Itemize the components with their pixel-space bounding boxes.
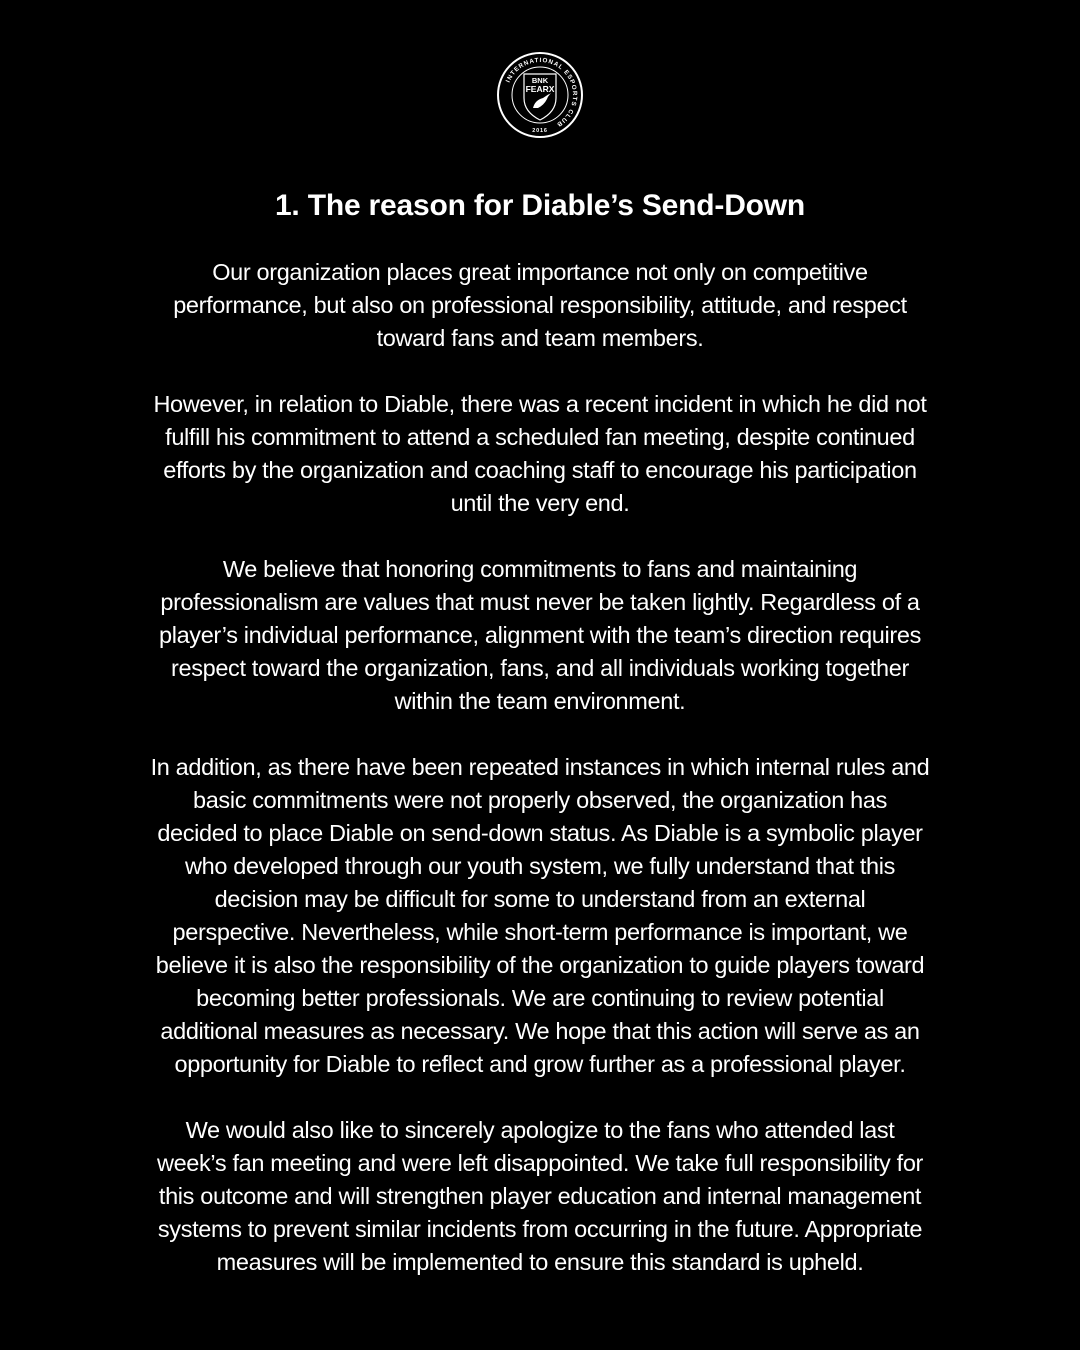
text-line: toward fans and team members. xyxy=(376,325,704,351)
paragraph-1 xyxy=(0,256,1080,355)
text-line: We believe that honoring commitments to fans and maintaining xyxy=(222,556,858,582)
text-line: decision may be difficult for some to understand from an external xyxy=(214,886,866,912)
paragraph-5 xyxy=(0,1114,1080,1279)
club-crest-icon xyxy=(497,52,583,138)
text-line: decided to place Diable on send-down status. As Diable is a symbolic player xyxy=(157,820,923,846)
text-line: week’s fan meeting and were left disappointed. We take full responsibility for xyxy=(156,1150,924,1176)
text-line: becoming better professionals. We are continuing to review potential xyxy=(196,985,884,1011)
text-line: perspective. Nevertheless, while short-term performance is important, we xyxy=(172,919,908,945)
text-line: player’s individual performance, alignment with the team’s direction requires xyxy=(158,622,921,648)
text-line: performance, but also on professional responsibility, attitude, and respect xyxy=(173,292,907,318)
text-line: until the very end. xyxy=(450,490,630,516)
text-line: this outcome and will strengthen player education and internal management xyxy=(158,1183,922,1209)
text-line: We would also like to sincerely apologize to the fans who attended last xyxy=(185,1117,895,1143)
text-line: within the team environment. xyxy=(394,688,686,714)
paragraph-2 xyxy=(0,388,1080,520)
text-line: professionalism are values that must never be taken lightly. Regardless of a xyxy=(160,589,920,615)
svg-text:BNK: BNK xyxy=(531,76,549,85)
text-line: measures will be implemented to ensure this standard is upheld. xyxy=(216,1249,864,1275)
text-line: who developed through our youth system, we fully understand that this xyxy=(184,853,895,879)
text-line: systems to prevent similar incidents from occurring in the future. Appropriate xyxy=(157,1216,923,1242)
svg-text:2016: 2016 xyxy=(532,128,548,134)
svg-text:INTERNATIONAL ESPORTS CLUB: INTERNATIONAL ESPORTS CLUB xyxy=(504,56,579,129)
page-title: 1. The reason for Diable’s Send-Down xyxy=(274,189,806,222)
text-line: However, in relation to Diable, there was a recent incident in which he did not xyxy=(153,391,927,417)
statement-body xyxy=(0,256,1080,1312)
bnk-fearx-logo xyxy=(497,52,583,138)
text-line: believe it is also the responsibility of the organization to guide players toward xyxy=(155,952,925,978)
text-line: opportunity for Diable to reflect and grow further as a professional player. xyxy=(174,1051,906,1077)
text-line: additional measures as necessary. We hope that this action will serve as an xyxy=(160,1018,920,1044)
text-line: efforts by the organization and coaching staff to encourage his participation xyxy=(163,457,917,483)
text-line: respect toward the organization, fans, and all individuals working together xyxy=(171,655,909,681)
text-line: basic commitments were not properly observed, the organization has xyxy=(192,787,887,813)
text-line: fulfill his commitment to attend a scheduled fan meeting, despite continued xyxy=(165,424,915,450)
svg-text:FEARX: FEARX xyxy=(525,84,555,94)
text-line: In addition, as there have been repeated instances in which internal rules and xyxy=(150,754,930,780)
paragraph-3 xyxy=(0,553,1080,718)
paragraph-4 xyxy=(0,751,1080,1081)
text-line: Our organization places great importance not only on competitive xyxy=(212,259,868,285)
